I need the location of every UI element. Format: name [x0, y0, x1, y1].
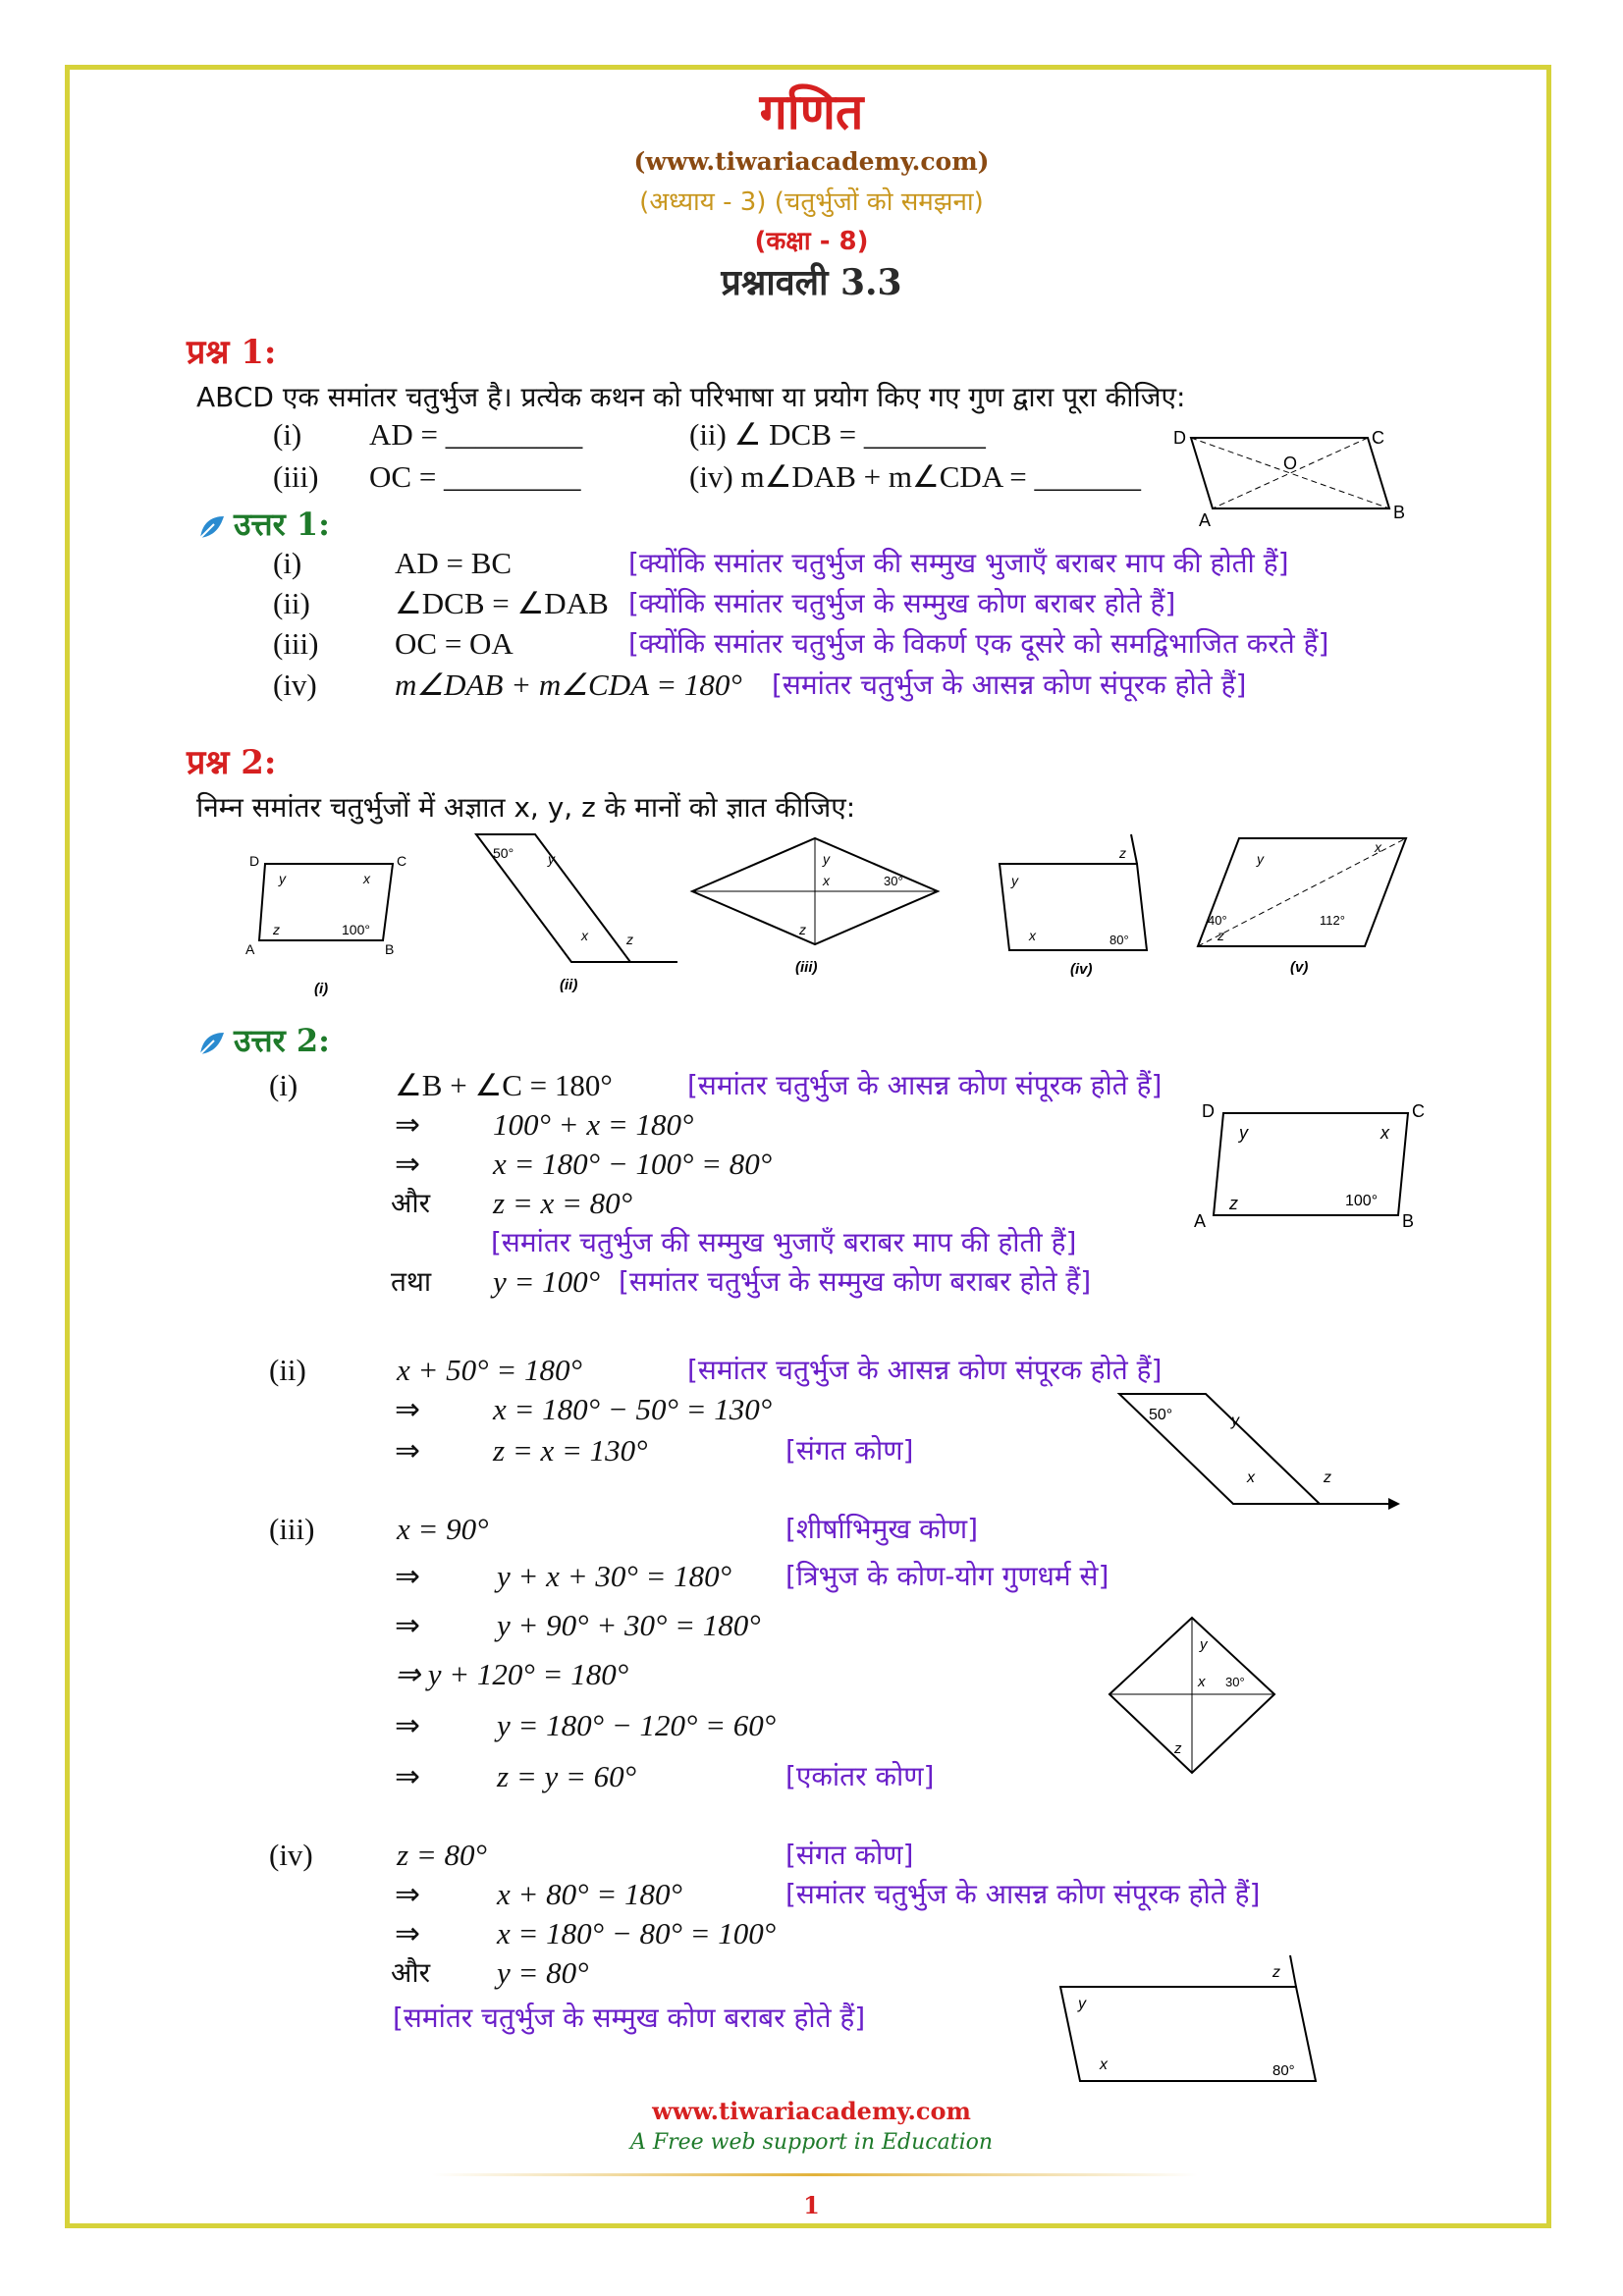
page-number: 1 [803, 2191, 820, 2219]
a2-iii-arrow5: ⇒ [395, 1708, 420, 1742]
svg-text:y: y [548, 851, 555, 867]
a2-iv-note2: [समांतर चतुर्भुज के आसन्न कोण संपूरक होते हैं] [785, 1878, 1261, 1910]
svg-text:y: y [1078, 1996, 1086, 2012]
q1-item-i: (i) [273, 417, 302, 452]
fig-value-30: 30° [884, 874, 903, 888]
a2-ii-line3: z = x = 130° [493, 1433, 648, 1468]
a2-iv-figure [1051, 1948, 1335, 2095]
a2-iv-note4: [समांतर चतुर्भुज के सम्मुख कोण बराबर होते हैं] [393, 2002, 866, 2034]
svg-text:y: y [1239, 1123, 1248, 1143]
a2-iv-line4: y = 80° [497, 1955, 589, 1990]
a2-iii-number: (iii) [269, 1512, 315, 1546]
a2-iii-line2: y + x + 30° = 180° [497, 1559, 732, 1593]
fig-label-c: C [1372, 428, 1384, 448]
a2-ii-line1: x + 50° = 180° [397, 1353, 582, 1387]
fig-caption-i: (i) [314, 981, 329, 997]
footer-website[interactable]: www.tiwariacademy.com [652, 2097, 971, 2125]
a1-eq-iv: m∠DAB + m∠CDA = 180° [395, 667, 742, 702]
chapter-title: (अध्याय - 3) (चतुर्भुजों को समझना) [639, 187, 984, 217]
a2-i-line2: 100° + x = 180° [493, 1107, 694, 1142]
svg-text:C: C [1412, 1101, 1425, 1121]
svg-text:x: x [363, 871, 370, 886]
svg-text:B: B [1402, 1211, 1415, 1231]
svg-text:z: z [1229, 1194, 1238, 1213]
a2-iv-arrow2: ⇒ [395, 1877, 420, 1911]
a2-iii-line3: y + 90° + 30° = 180° [497, 1608, 761, 1642]
question-2-label: प्रश्न 2: [187, 743, 277, 782]
a1-n-ii: (ii) [273, 586, 310, 620]
svg-text:z: z [799, 922, 806, 937]
svg-text:A: A [1194, 1211, 1207, 1231]
a1-note-iii: [क्योंकि समांतर चतुर्भुज के विकर्ण एक दूसरे को समद्विभाजित करते हैं] [628, 627, 1329, 660]
fig-value-100: 100° [342, 922, 370, 937]
fig-value-50: 50° [493, 845, 514, 861]
a2-fig-30: 30° [1225, 1675, 1245, 1689]
svg-text:x: x [1100, 2056, 1108, 2073]
a2-ii-arrow2: ⇒ [395, 1392, 420, 1426]
fig-caption-ii: (ii) [560, 977, 578, 993]
a2-i-note1: [समांतर चतुर्भुज के आसन्न कोण संपूरक होते हैं] [687, 1069, 1163, 1101]
a2-i-note4: [समांतर चतुर्भुज की सम्मुख भुजाएँ बराबर माप की होती हैं] [491, 1226, 1077, 1258]
a1-note-i: [क्योंकि समांतर चतुर्भुज की सम्मुख भुजाएँ बराबर माप की होती हैं] [628, 547, 1289, 579]
answer-2-label: उत्तर 2: [196, 1019, 330, 1061]
question-2-text: निम्न समांतर चतुर्भुजों में अज्ञात x, y, z के मानों को ज्ञात कीजिए: [196, 791, 856, 824]
class-label: (कक्षा - 8) [754, 227, 869, 256]
a1-eq-i: AD = BC [395, 546, 513, 580]
fig-value-40: 40° [1208, 913, 1227, 928]
q1-item-iii: (iii) [273, 459, 319, 494]
svg-text:y: y [1200, 1636, 1208, 1653]
a1-eq-ii: ∠DCB = ∠DAB [395, 586, 609, 620]
exercise-title: प्रश्नावली 3.3 [721, 262, 902, 303]
a2-iii-note1: [शीर्षाभिमुख कोण] [785, 1513, 979, 1545]
a2-iv-line3: x = 180° − 80° = 100° [497, 1916, 777, 1950]
header-website: (www.tiwariacademy.com) [633, 147, 990, 176]
svg-text:z: z [1324, 1469, 1331, 1486]
a2-iii-line1: x = 90° [397, 1512, 489, 1546]
fig-value-112: 112° [1320, 913, 1345, 928]
svg-text:x: x [1029, 928, 1036, 943]
svg-text:y: y [1011, 873, 1018, 888]
a1-n-i: (i) [273, 546, 302, 580]
svg-text:z: z [1119, 845, 1126, 861]
svg-text:x: x [823, 873, 830, 888]
a2-fig-50: 50° [1149, 1407, 1173, 1423]
svg-text:z: z [1217, 928, 1224, 943]
a2-iii-line5: y = 180° − 120° = 60° [497, 1708, 777, 1742]
svg-text:y: y [823, 851, 830, 867]
a1-eq-iii: OC = OA [395, 626, 514, 661]
a2-i-figure [1188, 1097, 1434, 1235]
a2-ii-note3: [संगत कोण] [785, 1434, 914, 1467]
svg-text:x: x [1380, 1123, 1389, 1143]
question-1-text: ABCD एक समांतर चतुर्भुज है। प्रत्येक कथन को परिभाषा या प्रयोग किए गए गुण द्वारा पूरा कीजिए: [196, 381, 1186, 413]
leaf-logo-icon [196, 512, 226, 542]
a2-iii-arrow2: ⇒ [395, 1559, 420, 1593]
a2-iv-note1: [संगत कोण] [785, 1839, 914, 1871]
a2-iv-number: (iv) [269, 1838, 313, 1872]
fig-label-d: D [1173, 428, 1186, 448]
svg-text:y: y [1257, 851, 1264, 867]
q1-item-ad: AD = _________ [369, 417, 583, 452]
a2-i-line4: z = x = 80° [493, 1186, 633, 1220]
a1-n-iv: (iv) [273, 667, 317, 702]
a2-i-tatha: तथा [391, 1265, 432, 1298]
question-1-label: प्रश्न 1: [187, 333, 277, 372]
a2-iii-note2: [त्रिभुज के कोण-योग गुणधर्म से] [785, 1560, 1109, 1592]
a2-ii-number: (ii) [269, 1353, 306, 1387]
a2-i-line5: y = 100° [493, 1264, 601, 1299]
svg-text:B: B [385, 941, 395, 957]
fig-label-a: A [1199, 510, 1212, 530]
svg-text:y: y [1231, 1413, 1239, 1429]
svg-text:x: x [1198, 1674, 1206, 1690]
q1-item-oc: OC = _________ [369, 459, 581, 494]
a1-n-iii: (iii) [273, 626, 319, 661]
a1-note-ii: [क्योंकि समांतर चतुर्भुज के सम्मुख कोण बराबर होते हैं] [628, 587, 1176, 619]
a2-iii-figure [1100, 1610, 1286, 1787]
svg-text:z: z [1272, 1964, 1280, 1981]
svg-text:z: z [626, 932, 633, 947]
a2-iii-note6: [एकांतर कोण] [785, 1760, 935, 1792]
fig-value-80: 80° [1109, 933, 1129, 947]
fig-label-o: O [1283, 454, 1298, 473]
a2-iii-arrow3: ⇒ [395, 1608, 420, 1642]
a2-i-number: (i) [269, 1068, 298, 1102]
svg-text:x: x [581, 928, 588, 943]
a2-ii-arrow3: ⇒ [395, 1433, 420, 1468]
fig-caption-iii: (iii) [795, 959, 818, 976]
a2-fig-80: 80° [1272, 2062, 1295, 2079]
footer-tagline: A Free web support in Education [629, 2130, 994, 2155]
a2-i-aur: और [391, 1187, 431, 1219]
a2-i-note5: [समांतर चतुर्भुज के सम्मुख कोण बराबर होते हैं] [619, 1265, 1092, 1298]
svg-text:C: C [397, 853, 407, 869]
a2-ii-note1: [समांतर चतुर्भुज के आसन्न कोण संपूरक होते हैं] [687, 1354, 1163, 1386]
fig-caption-iv: (iv) [1070, 961, 1093, 978]
q1-item-iv: (iv) m∠DAB + m∠CDA = _______ [689, 459, 1141, 494]
subject-title: गणित [759, 82, 864, 140]
a1-note-iv: [समांतर चतुर्भुज के आसन्न कोण संपूरक होते हैं] [772, 668, 1247, 701]
a2-iii-line6: z = y = 60° [497, 1759, 637, 1793]
a2-fig-100: 100° [1345, 1193, 1379, 1209]
leaf-logo-icon [196, 1029, 226, 1058]
a2-iv-aur: और [391, 1956, 431, 1989]
q1-parallelogram-figure [1163, 424, 1406, 530]
answer-1-label: उत्तर 1: [196, 503, 330, 545]
svg-text:x: x [1375, 839, 1381, 855]
svg-text:y: y [279, 871, 286, 886]
a2-ii-line2: x = 180° − 50° = 130° [493, 1392, 773, 1426]
a2-iv-line2: x + 80° = 180° [497, 1877, 682, 1911]
footer-divider [432, 2173, 1198, 2176]
a2-iv-arrow3: ⇒ [395, 1916, 420, 1950]
svg-text:x: x [1247, 1469, 1255, 1486]
fig-caption-v: (v) [1290, 959, 1309, 976]
q1-item-ii: (ii) ∠ DCB = ________ [689, 417, 986, 452]
a2-i-line1: ∠B + ∠C = 180° [395, 1068, 613, 1102]
a2-i-arrow3: ⇒ [395, 1147, 420, 1181]
a2-i-line3: x = 180° − 100° = 80° [493, 1147, 773, 1181]
fig-label-b: B [1393, 503, 1406, 522]
a2-i-arrow2: ⇒ [395, 1107, 420, 1142]
svg-text:z: z [1174, 1740, 1182, 1757]
svg-text:z: z [273, 922, 280, 937]
a2-iv-line1: z = 80° [397, 1838, 487, 1872]
a2-iii-arrow6: ⇒ [395, 1759, 420, 1793]
a2-ii-figure [1109, 1384, 1404, 1522]
svg-text:A: A [245, 941, 255, 957]
svg-text:D: D [249, 853, 260, 869]
svg-text:D: D [1202, 1101, 1215, 1121]
a2-iii-line4: ⇒ y + 120° = 180° [395, 1657, 629, 1691]
q2-figures [236, 825, 1434, 1001]
